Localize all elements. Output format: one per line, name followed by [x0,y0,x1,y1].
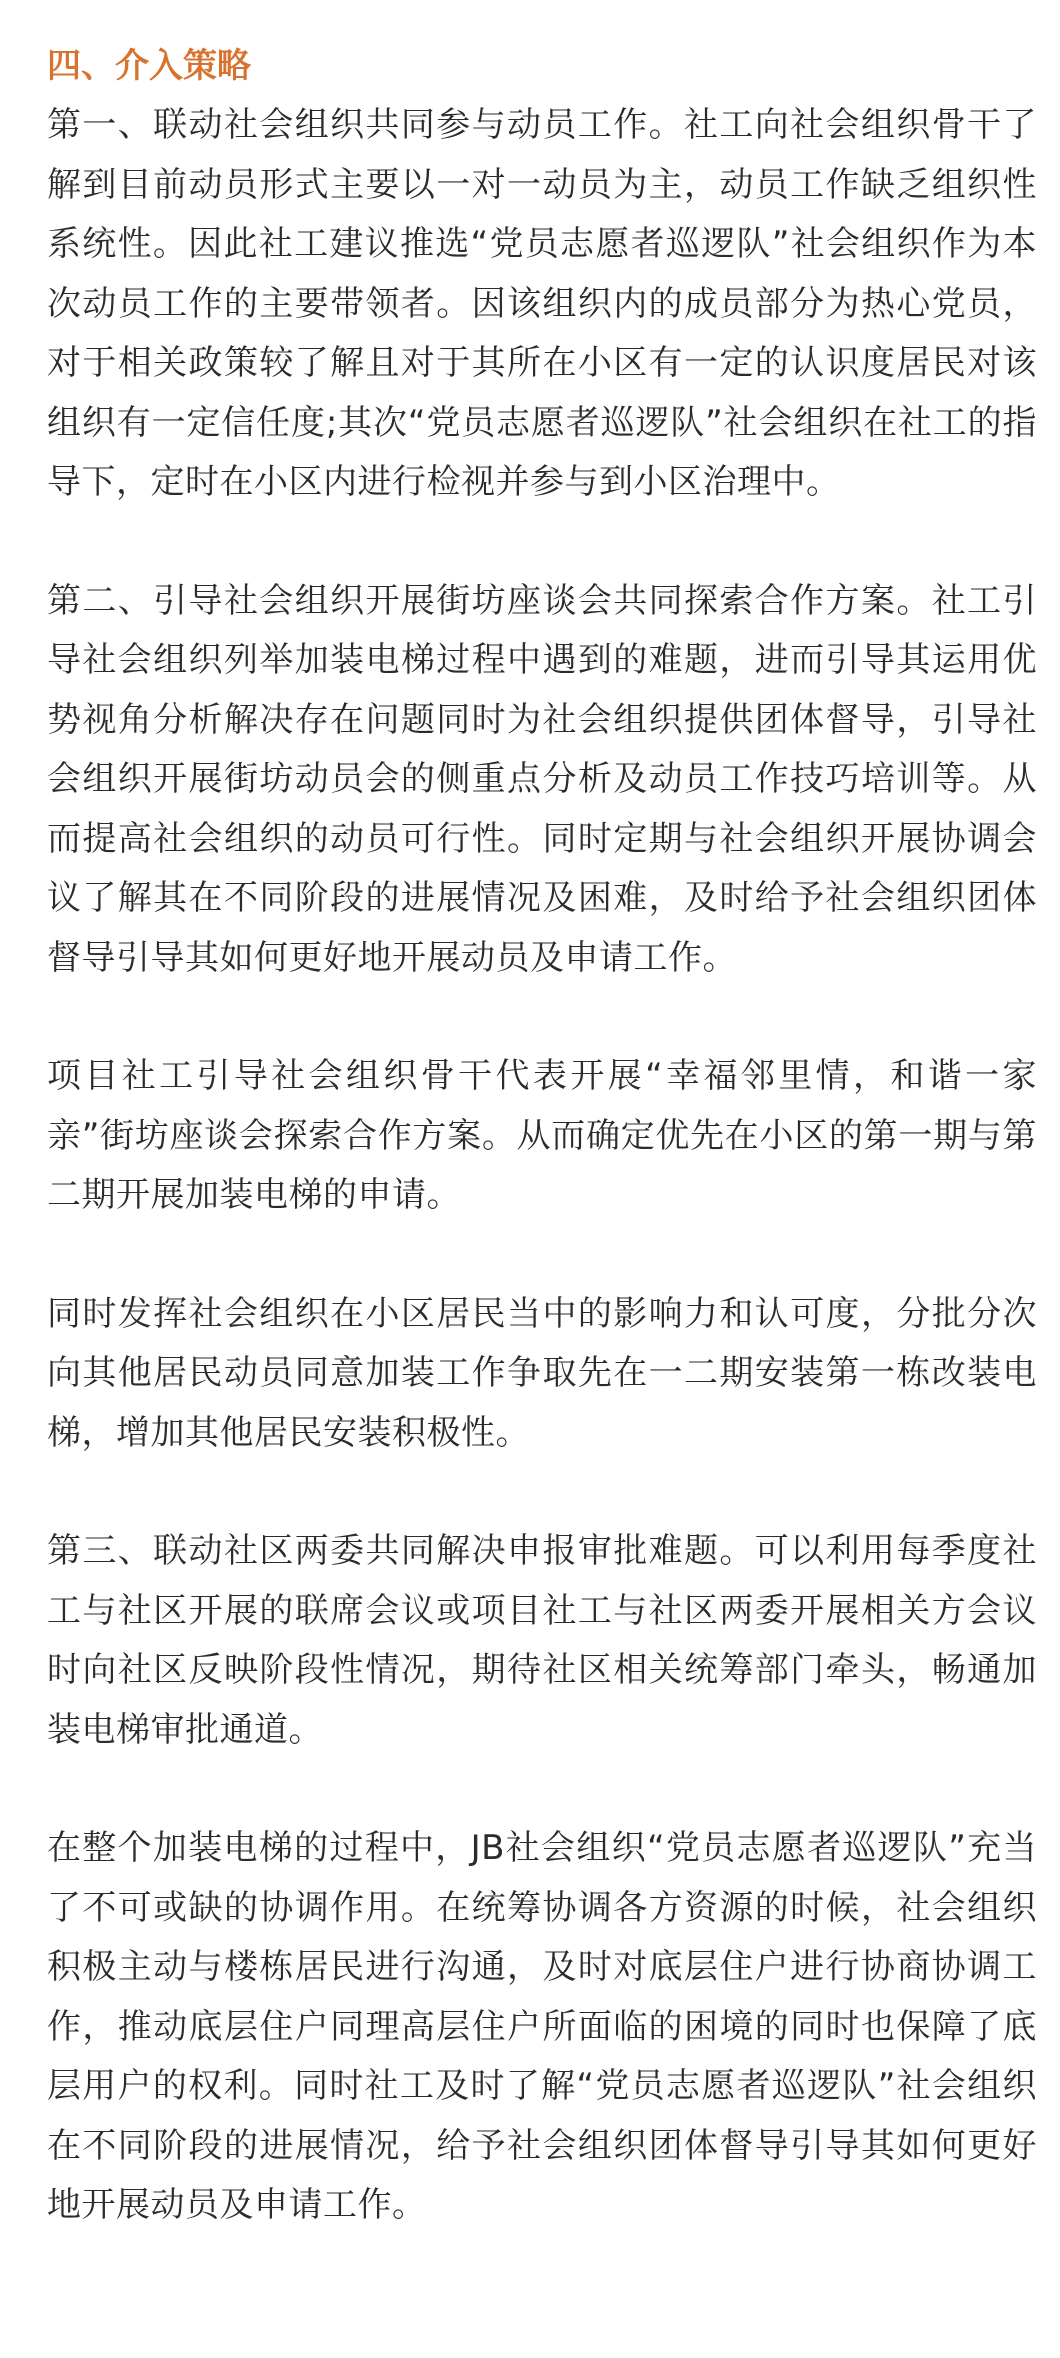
paragraph-spacer [47,988,1037,1047]
paragraph-strategy-1: 第一、联动社会组织共同参与动员工作。社工向社会组织骨干了解到目前动员形式主要以一对一动员为主，动员工作缺乏组织性系统性。因此社工建议推选“党员志愿者巡逻队”社会组织作为本次动员工作的主要带领者。因该组织内的成员部分为热心党员，对于相关政策较了解且对于其所在小区有一定的认识度居民对该组织有一定信任度;其次“党员志愿者巡逻队”社会组织在社工的指导下，定时在小区内进行检视并参与到小区治理中。 [47,105,1037,502]
paragraph-summary: 在整个加装电梯的过程中，JB社会组织“党员志愿者巡逻队”充当了不可或缺的协调作用。在统筹协调各方资源的时候，社会组织积极主动与楼栋居民进行沟通，及时对底层住户进行协商协调工作，推动底层住户同理高层住户所面临的困境的同时也保障了底层用户的权利。同时社工及时了解“党员志愿者巡逻队”社会组织在不同阶段的进展情况，给予社会组织团体督导引导其如何更好地开展动员及申请工作。 [47,1828,1037,2225]
paragraph-spacer [47,513,1037,572]
paragraph-spacer [47,1760,1037,1819]
paragraph-strategy-3: 第三、联动社区两委共同解决申报审批难题。可以利用每季度社工与社区开展的联席会议或项目社工与社区两委开展相关方会议时向社区反映阶段性情况，期待社区相关统筹部门牵头，畅通加装电梯审批通道。 [47,1531,1037,1750]
paragraph-spacer [47,1463,1037,1522]
article-body [47,36,1037,2236]
paragraph-forum: 项目社工引导社会组织骨干代表开展“幸福邻里情，和谐一家亲”街坊座谈会探索合作方案。从而确定优先在小区的第一期与第二期开展加装电梯的申请。 [47,1056,1037,1215]
paragraph-influence: 同时发挥社会组织在小区居民当中的影响力和认可度，分批分次向其他居民动员同意加装工作争取先在一二期安装第一栋改装电梯，增加其他居民安装积极性。 [47,1293,1037,1453]
section-title: 四、介入策略 [47,46,251,86]
paragraph-spacer [47,1226,1037,1285]
paragraph-strategy-2: 第二、引导社会组织开展街坊座谈会共同探索合作方案。社工引导社会组织列举加装电梯过程中遇到的难题，进而引导其运用优势视角分析解决存在问题同时为社会组织提供团体督导，引导社会组织开展街坊动员会的侧重点分析及动员工作技巧培训等。从而提高社会组织的动员可行性。同时定期与社会组织开展协调会议了解其在不同阶段的进展情况及困难，及时给予社会组织团体督导引导其如何更好地开展动员及申请工作。 [47,580,1037,978]
